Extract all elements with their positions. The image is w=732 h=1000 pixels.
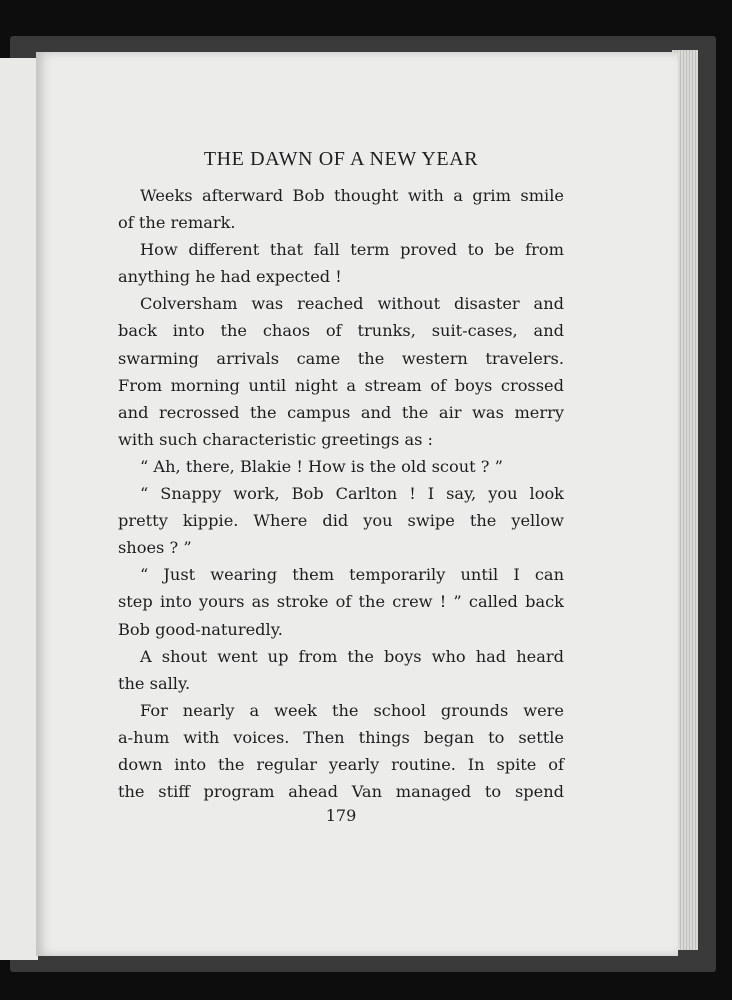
text-line: How different that fall term proved to be from xyxy=(140,240,564,260)
text-line: back into the chaos of trunks, suit-cases, and xyxy=(118,321,564,341)
facing-page-edge xyxy=(0,58,38,960)
text-line: Bob good-naturedly. xyxy=(118,619,283,639)
running-head: THE DAWN OF A NEW YEAR xyxy=(203,148,479,170)
text-line: “ Ah, there, Blakie ! How is the old scout ? ” xyxy=(140,456,503,476)
text-line: with such characteristic greetings as : xyxy=(118,429,434,449)
text-line: “ Snappy work, Bob Carlton ! I say, you look xyxy=(140,484,564,504)
page-number: 179 xyxy=(325,806,357,825)
text-line: down into the regular yearly routine. In spite of xyxy=(118,754,564,774)
text-line: anything he had expected ! xyxy=(118,267,342,287)
text-line: For nearly a week the school grounds were xyxy=(140,700,564,720)
text-line: swarming arrivals came the western travelers. xyxy=(118,348,564,368)
text-line: A shout went up from the boys who had heard xyxy=(140,646,564,666)
text-line: the sally. xyxy=(118,673,191,693)
text-line: of the remark. xyxy=(118,213,236,233)
body-text xyxy=(118,182,564,805)
text-line: “ Just wearing them temporarily until I can xyxy=(140,565,564,585)
text-line: pretty kippie. Where did you swipe the yellow xyxy=(118,511,564,531)
text-line: From morning until night a stream of boys crossed xyxy=(118,375,564,395)
text-line: the stiff program ahead Van managed to spend xyxy=(118,782,564,802)
text-line: and recrossed the campus and the air was merry xyxy=(118,402,564,422)
page-text-block xyxy=(118,142,564,805)
text-line: Weeks afterward Bob thought with a grim smile xyxy=(140,186,564,205)
text-line: shoes ? ” xyxy=(118,538,192,558)
text-line: a-hum with voices. Then things began to settle xyxy=(118,727,564,747)
text-line: Colversham was reached without disaster and xyxy=(140,294,564,314)
text-line: step into yours as stroke of the crew ! ” called back xyxy=(118,592,564,612)
